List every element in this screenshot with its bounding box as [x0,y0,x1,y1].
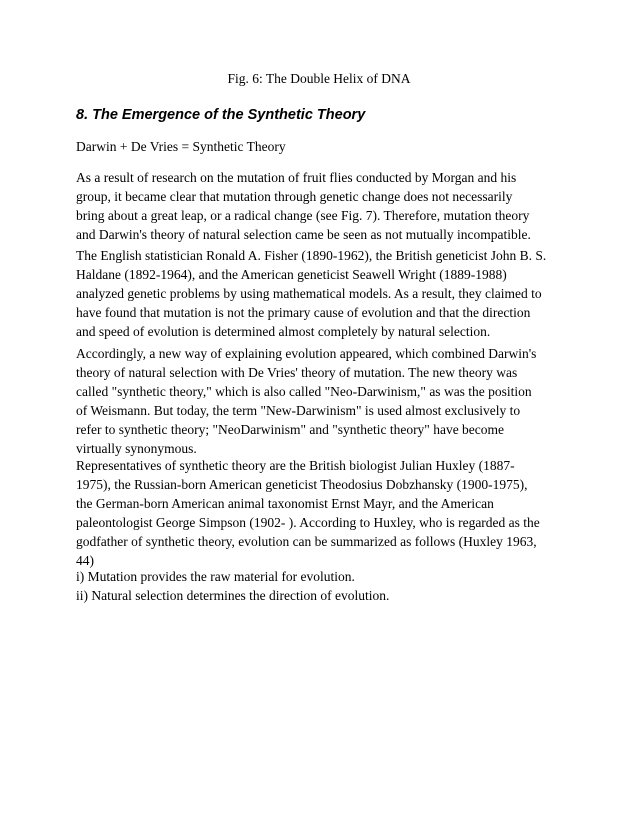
figure-caption: Fig. 6: The Double Helix of DNA [227,71,411,86]
paragraph-line: called "synthetic theory," which is also called "Neo-Darwinism," as was the position [76,384,532,399]
paragraph-line: theory of natural selection with De Vries' theory of mutation. The new theory was [76,365,518,380]
paragraph-line: group, it became clear that mutation through genetic change does not necessarily [76,189,513,204]
paragraph-4 [76,456,576,570]
paragraph-line: Representatives of synthetic theory are the British biologist Julian Huxley (1887- [76,458,515,473]
subtitle: Darwin + De Vries = Synthetic Theory [76,139,286,154]
summary-list [76,567,576,605]
paragraph-line: As a result of research on the mutation of fruit flies conducted by Morgan and his [76,170,517,185]
paragraph-line: paleontologist George Simpson (1902- ). According to Huxley, who is regarded as the [76,515,540,530]
paragraph-line: virtually synonymous. [76,441,197,456]
paragraph-line: and speed of evolution is determined almost completely by natural selection. [76,324,491,339]
paragraph-line: bring about a great leap, or a radical change (see Fig. 7). Therefore, mutation theory [76,208,530,223]
paragraph-3 [76,344,576,458]
paragraph-1 [76,168,576,244]
paragraph-line: 44) [76,553,94,568]
list-item: ii) Natural selection determines the direction of evolution. [76,588,390,603]
paragraph-line: analyzed genetic problems by using mathematical models. As a result, they claimed to [76,286,542,301]
section-heading: 8. The Emergence of the Synthetic Theory [76,107,366,123]
paragraph-line: and Darwin's theory of natural selection came be seen as not mutually incompatible. [76,227,531,242]
paragraph-line: the German-born American animal taxonomist Ernst Mayr, and the American [76,496,494,511]
paragraph-line: The English statistician Ronald A. Fisher (1890-1962), the British geneticist John B. S. [76,248,547,263]
paragraph-line: Accordingly, a new way of explaining evolution appeared, which combined Darwin's [76,346,537,361]
paragraph-line: godfather of synthetic theory, evolution can be summarized as follows (Huxley 1963, [76,534,537,549]
paragraph-line: Haldane (1892-1964), and the American geneticist Seawell Wright (1889-1988) [76,267,507,282]
paragraph-line: of Weismann. But today, the term "New-Darwinism" is used almost exclusively to [76,403,521,418]
list-item: i) Mutation provides the raw material for evolution. [76,569,355,584]
paragraph-line: refer to synthetic theory; "NeoDarwinism" and "synthetic theory" have become [76,422,505,437]
paragraph-2 [76,246,576,341]
paragraph-line: 1975), the Russian-born American geneticist Theodosius Dobzhansky (1900-1975), [76,477,528,492]
paragraph-line: have found that mutation is not the primary cause of evolution and that the direction [76,305,531,320]
